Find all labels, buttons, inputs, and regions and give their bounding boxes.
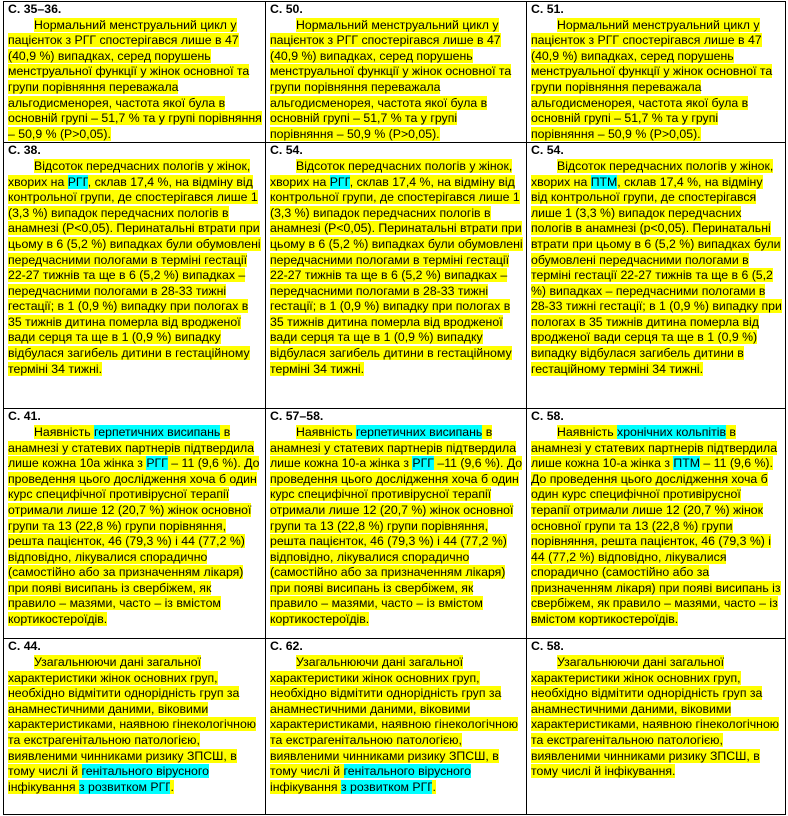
table-cell bbox=[527, 143, 786, 409]
cell-text bbox=[531, 159, 782, 377]
table-row bbox=[4, 2, 786, 143]
highlighted-term: РГГ bbox=[67, 174, 88, 189]
highlighted-text: Узагальнюючи дані загальної характеристики жінок основних груп, необхідно відмітити однорідність груп за анамнестичними даними, віковими характеристиками, наявною гінекологічною та екстрагенітальною патологією, виявленими чинниками ризику ЗПСШ, в тому числі й bbox=[270, 654, 519, 779]
highlighted-term: генітального вірусного bbox=[343, 764, 471, 779]
page-reference: С. 54. bbox=[531, 143, 564, 158]
highlighted-text: інфікування bbox=[8, 779, 79, 794]
highlighted-term: генітального вірусного bbox=[81, 764, 209, 779]
page-reference: С. 62. bbox=[270, 639, 303, 654]
table-cell bbox=[527, 2, 786, 143]
cell-text bbox=[270, 18, 523, 143]
highlighted-text: Відсоток передчасних пологів у жінок, хворих на bbox=[270, 158, 513, 189]
highlighted-term: хронічних кольпітів bbox=[617, 424, 726, 439]
highlighted-term: ПТМ bbox=[673, 456, 700, 471]
cell-text bbox=[8, 18, 262, 143]
highlighted-text: в анамнезі у статевих партнерів підтвердила лише кожна 10-а жінка з bbox=[531, 424, 778, 471]
highlighted-text: , склав 17,4 %, на відміну від контрольної групи, де спостерігався лише 1 (3,3 %) випадок передчасних пологів в анамнезі (Р<0,05). Перинатальні втрати при цьому в 6 (5,2 %) випадках були обумовлені передчасними пологами в терміні гестації 22-27 тижнів та ще в 6 (5,2 %) випадках – передчасними пологами в 28-33 тижні гестації; в 1 (0,9 %) випадку при пологах в 35 тижнів дитина померла від вродженої вади серця та ще в 1 (0,9 %) випадку відбулася загибель дитини в гестаційному терміні 34 тижні. bbox=[270, 174, 523, 376]
cell-text bbox=[8, 159, 262, 377]
page-reference: С. 35–36. bbox=[8, 2, 62, 16]
highlighted-text: . bbox=[432, 779, 436, 794]
table-cell bbox=[4, 2, 266, 143]
highlighted-text: Узагальнюючи дані загальної характеристики жінок основних груп, необхідно відмітити однорідність груп за анамнестичними даними, віковими характеристиками, наявною гінекологічною та екстрагенітальною патологією, виявленими чинниками ризику ЗПСШ, в тому числі й bbox=[8, 654, 257, 779]
highlighted-text: . bbox=[170, 779, 174, 794]
cell-text bbox=[270, 655, 523, 795]
table-row bbox=[4, 639, 786, 815]
highlighted-text: в анамнезі у статевих партнерів підтвердила лише кожна 10-а жінка з bbox=[270, 424, 517, 471]
table-row bbox=[4, 409, 786, 639]
highlighted-term: РГГ bbox=[146, 456, 168, 471]
highlighted-text: Відсоток передчасних пологів у жінок, хворих на bbox=[8, 158, 251, 189]
highlighted-text: – 11 (9,6 %). До проведення цього дослідження хоча б один курс специфічної противірусної терапії отримали лише 12 (20,7 %) жінок основної групи та 13 (22,8 %) групи порівняння, решта пацієнток, 46 (79,3 %) і 44 (77,2 %) відповідно, лікувалися спорадично (самостійно або за призначенням лікаря) при появі висипань із свербіжем, як правило – мазями, часто – із вмістом кортикостероїдів. bbox=[8, 456, 260, 627]
highlighted-text: Нормальний менструальний цикл у пацієнток з РГГ спостерігався лише в 47 (40,9 %) випадках, серед порушень менструальної функції у жінок основної та групи порівняння переважала альгодисменорея, частота якої була в основній групі – 51,7 % та у групі порівняння – 50,9 % (Р>0,05). bbox=[531, 17, 773, 141]
highlighted-text: –11 (9,6 %). До проведення цього дослідження хоча б один курс специфічної противірусної терапії отримали лише 12 (20,7 %) жінок основної групи та 13 (22,8 %) групи порівняння, решта пацієнток, 46 (79,3 %) і 44 (77,2 %) відповідно, лікувалися спорадично (самостійно або за призначенням лікаря) при появі висипань із свербіжем, як правило – мазями, часто – із вмістом кортикостероїдів. bbox=[270, 456, 523, 627]
table-cell bbox=[527, 639, 786, 815]
highlighted-text: Наявність bbox=[296, 424, 357, 439]
page-reference: С. 58. bbox=[531, 639, 564, 654]
table-cell bbox=[4, 639, 266, 815]
highlighted-text: Відсоток передчасних пологів у жінок, хворих на bbox=[531, 158, 774, 189]
cell-text bbox=[531, 18, 782, 143]
highlighted-term: з розвитком РГГ bbox=[340, 779, 433, 794]
highlighted-term: РГГ bbox=[329, 174, 350, 189]
cell-text bbox=[8, 425, 262, 628]
highlighted-term: герпетичних висипань bbox=[356, 424, 483, 439]
page-reference: С. 50. bbox=[270, 2, 303, 16]
highlighted-text: , склав 17,4 %, на відміну від контрольної групи, де спостерігався лише 1 (3,3 %) випадок передчасних пологів в анамнезі (р<0,05). Перинатальні втрати при цьому в 6 (5,2 %) випадках були обумовлені передчасними пологами в терміні гестації 22-27 тижнів та ще в 6 (5,2 %) випадках – передчасними пологами в 28-33 тижні гестації; в 1 (0,9 %) випадку при пологах в 35 тижнів дитина померла від вродженої вади серця та ще в 1 (0,9 %) випадку відбулася загибель дитини в гестаційному терміні 34 тижні. bbox=[531, 174, 782, 376]
highlighted-text: Наявність bbox=[557, 424, 618, 439]
highlighted-text: Узагальнюючи дані загальної характеристики жінок основних груп, необхідно відмітити однорідність груп за анамнестичними даними, віковими характеристиками, наявною гінекологічною та екстрагенітальною патологією, виявленими чинниками ризику ЗПСШ, в тому числі й інфікування. bbox=[531, 654, 780, 779]
highlighted-text: Наявність bbox=[34, 424, 95, 439]
page-reference: С. 58. bbox=[531, 409, 564, 424]
table-cell bbox=[527, 409, 786, 639]
table-cell bbox=[4, 409, 266, 639]
cell-text bbox=[8, 655, 262, 795]
cell-text bbox=[531, 425, 782, 628]
highlighted-text: Нормальний менструальний цикл у пацієнток з РГГ спостерігався лише в 47 (40,9 %) випадках, серед порушень менструальної функції у жінок основної та групи порівняння переважала альгодисменорея, частота якої була в основній групі – 51,7 % та у групі порівняння – 50,9 % (Р>0,05). bbox=[8, 17, 262, 141]
highlighted-term: з розвитком РГГ bbox=[78, 779, 171, 794]
table-cell bbox=[266, 143, 527, 409]
cell-text bbox=[270, 159, 523, 377]
page-reference: С. 41. bbox=[8, 409, 41, 424]
page-reference: С. 44. bbox=[8, 639, 41, 654]
highlighted-text: інфікування bbox=[270, 779, 341, 794]
comparison-table bbox=[3, 1, 786, 815]
table-cell bbox=[266, 409, 527, 639]
highlighted-text: Нормальний менструальний цикл у пацієнток з РГГ спостерігався лише в 47 (40,9 %) випадках, серед порушень менструальної функції у жінок основної та групи порівняння переважала альгодисменорея, частота якої була в основній групі – 51,7 % та у групі порівняння – 50,9 % (Р>0,05). bbox=[270, 17, 512, 141]
page-reference: С. 51. bbox=[531, 2, 564, 16]
page-reference: С. 54. bbox=[270, 143, 303, 158]
table-cell bbox=[266, 2, 527, 143]
highlighted-term: ПТМ bbox=[590, 174, 618, 189]
cell-text bbox=[270, 425, 523, 628]
highlighted-text: в анамнезі у статевих партнерів підтвердила лише кожна 10а жінка з bbox=[8, 424, 255, 471]
page-reference: С. 57–58. bbox=[270, 409, 324, 424]
table-cell bbox=[266, 639, 527, 815]
highlighted-term: герпетичних висипань bbox=[94, 424, 221, 439]
highlighted-text: – 11 (9,6 %). До проведення цього дослідження хоча б один курс специфічної противірусної терапії отримали лише 12 (20,7 %) жінок основної групи та 13 (22,8 %) групи порівняння, решта пацієнток, 46 (79,3 %) і 44 (77,2 %) відповідно, лікувалися спорадично (самостійно або за призначенням лікаря) при появі висипань із свербіжем, як правило – мазями, часто – із вмістом кортикостероїдів. bbox=[531, 456, 781, 627]
highlighted-text: , склав 17,4 %, на відміну від контрольної групи, де спостерігався лише 1 (3,3 %) випадок передчасних пологів в анамнезі (Р<0,05). Перинатальні втрати при цьому в 6 (5,2 %) випадках були обумовлені передчасними пологами в терміні гестації 22-27 тижнів та ще в 6 (5,2 %) випадках – передчасними пологами в 28-33 тижні гестації; в 1 (0,9 %) випадку при пологах в 35 тижнів дитина померла від вродженої вади серця та ще в 1 (0,9 %) випадку відбулася загибель дитини в гестаційному терміні 34 тижні. bbox=[8, 174, 261, 376]
table-cell bbox=[4, 143, 266, 409]
highlighted-term: РГГ bbox=[412, 456, 434, 471]
table-row bbox=[4, 143, 786, 409]
page-reference: С. 38. bbox=[8, 143, 41, 158]
cell-text bbox=[531, 655, 782, 780]
